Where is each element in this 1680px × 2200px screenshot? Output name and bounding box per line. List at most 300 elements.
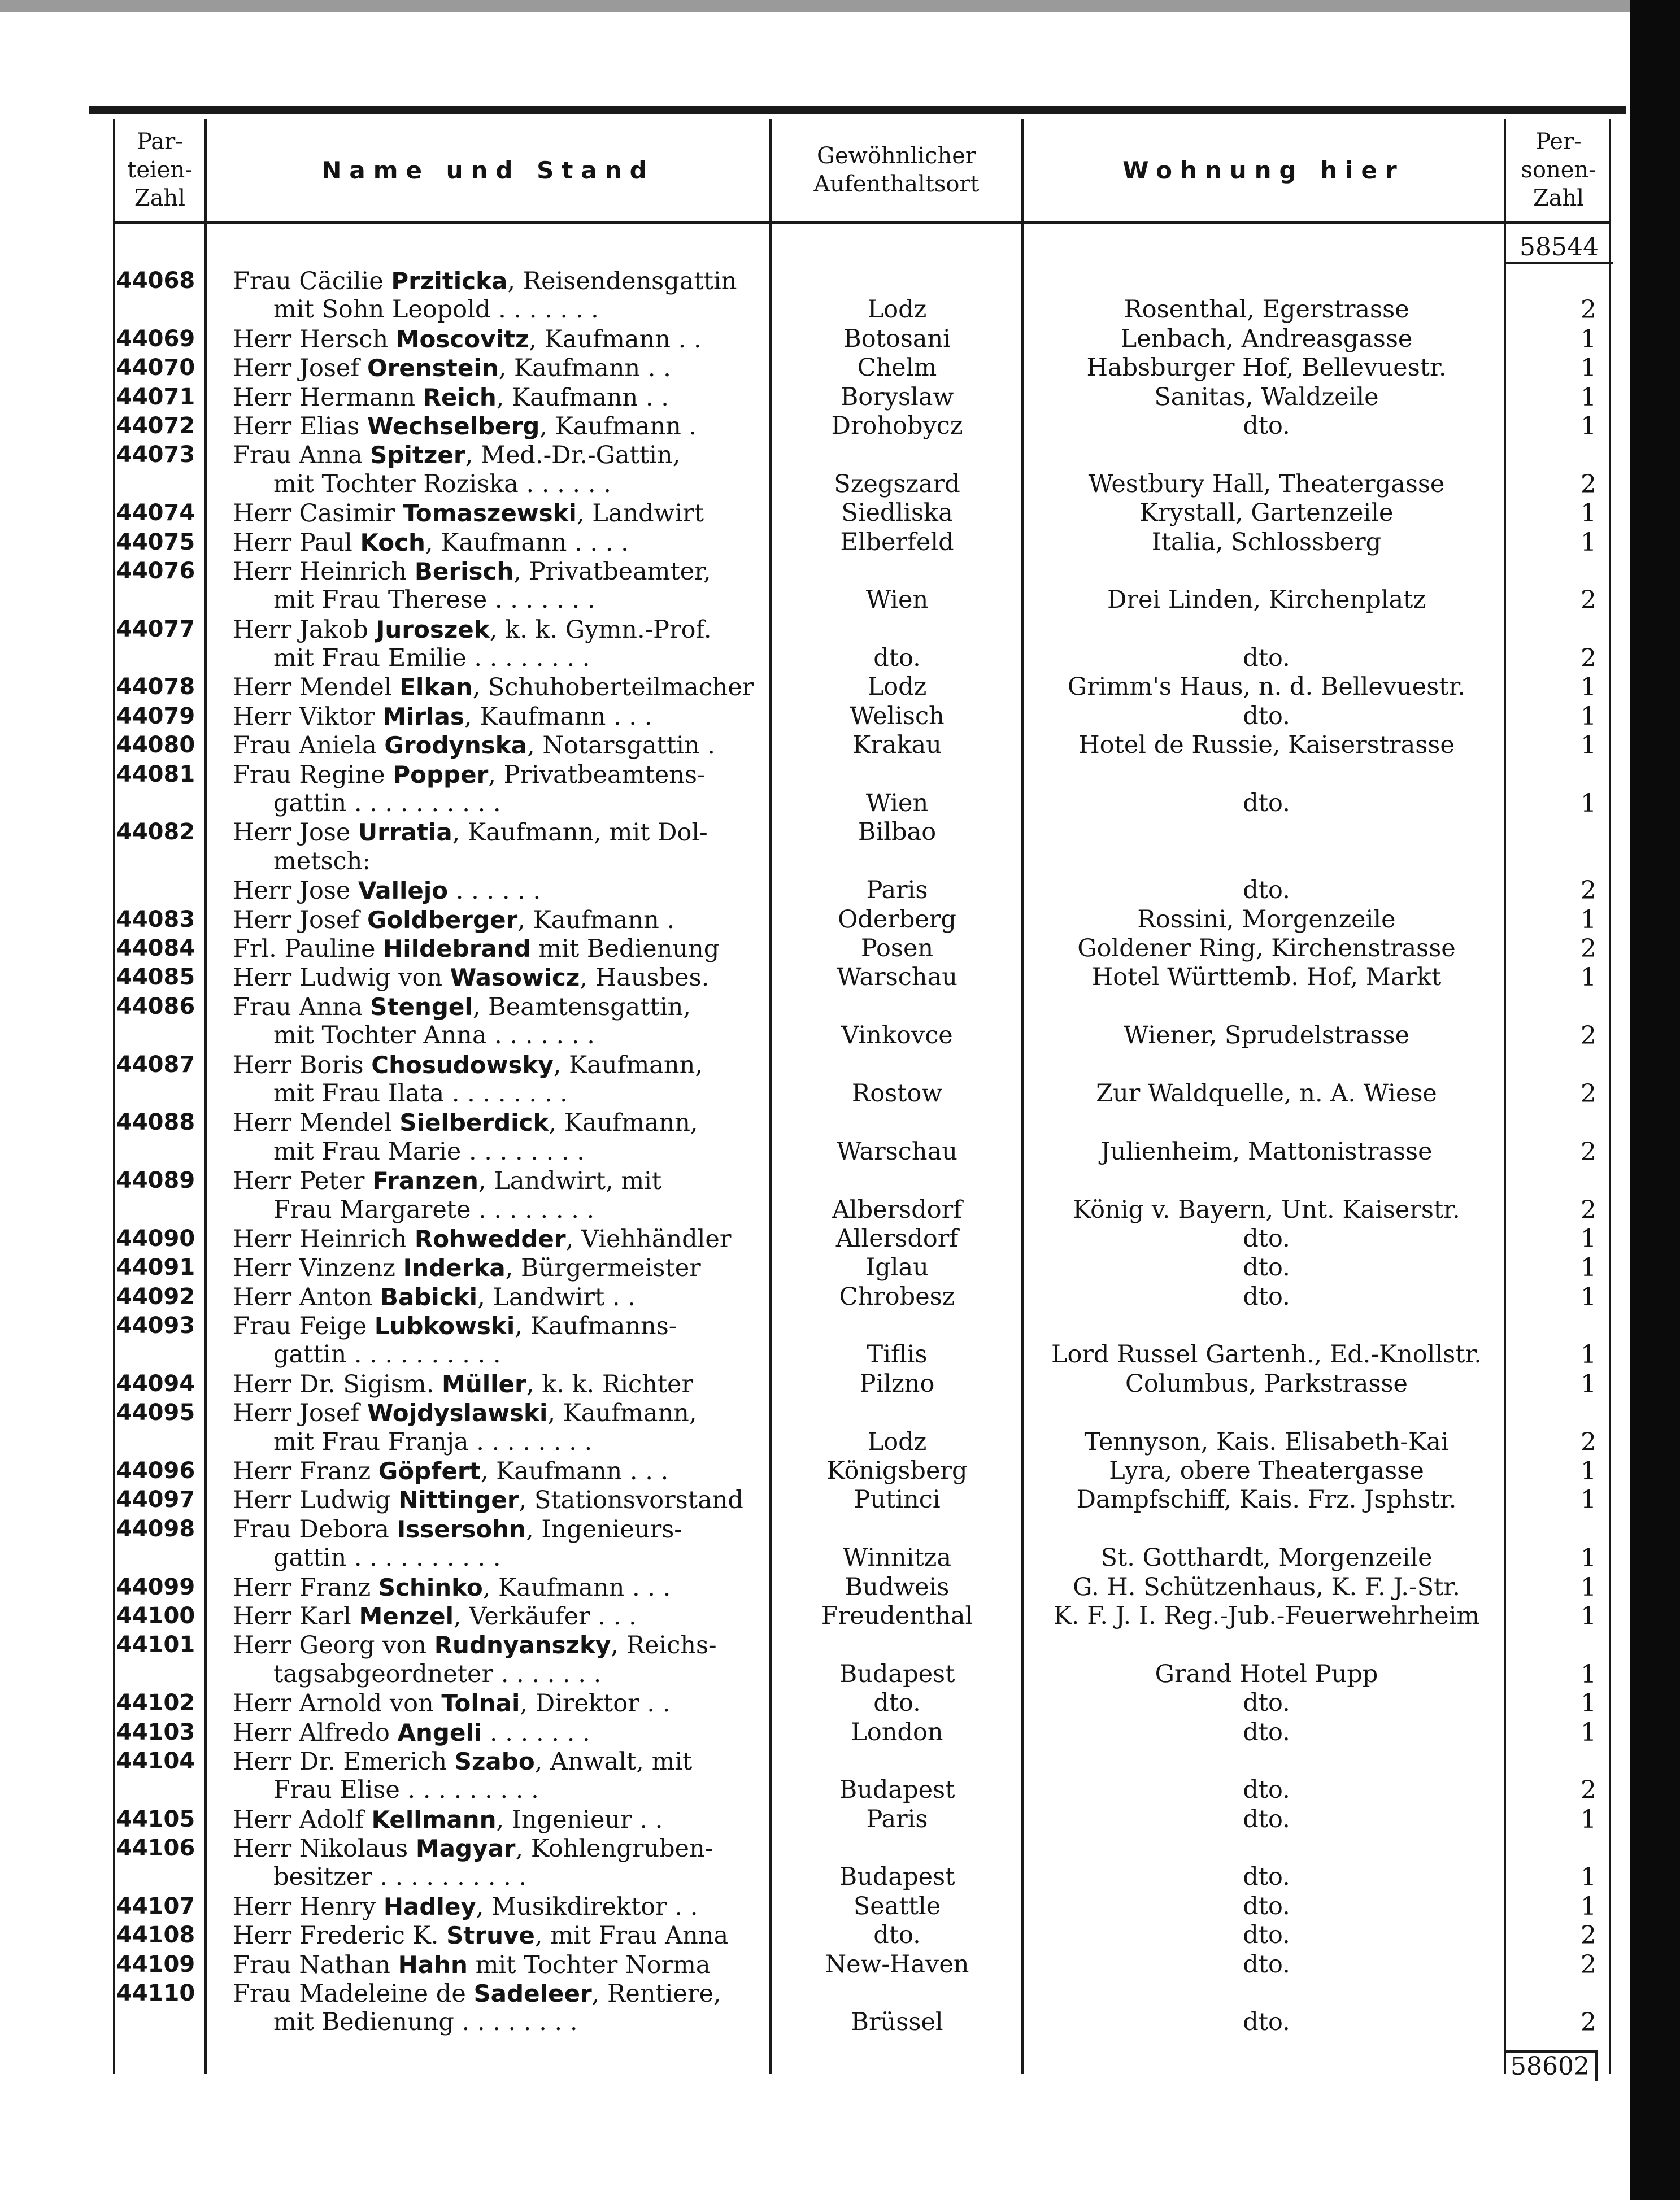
residence: dto.	[1243, 1950, 1290, 1979]
name-suffix: , Rentiere,	[591, 1980, 721, 2009]
name-prefix: Frau Aniela	[233, 731, 385, 760]
person-count: 2	[1581, 295, 1596, 325]
name-prefix: Herr Paul	[233, 528, 360, 557]
party-number: 44079	[116, 703, 195, 729]
name-prefix: Herr Peter	[233, 1167, 373, 1196]
entry-line	[115, 818, 1609, 847]
surname: Tomaszewski	[402, 499, 577, 528]
entry-line	[115, 354, 1609, 382]
person-count: 1	[1581, 905, 1596, 934]
residence: dto.	[1243, 789, 1290, 818]
entry-line	[115, 992, 1609, 1021]
surname: Szabo	[454, 1747, 535, 1775]
name-prefix: Frau Anna	[233, 441, 371, 470]
surname: Sadeleer	[473, 1980, 592, 2008]
residence: Goldener Ring, Kirchenstrasse	[1077, 934, 1456, 962]
name-prefix: Frau Cäcilie	[233, 267, 391, 295]
entry-line	[115, 295, 1609, 324]
residence: dto.	[1243, 1253, 1290, 1282]
name-and-status	[233, 1979, 882, 2009]
name-suffix: , Landwirt . .	[477, 1283, 636, 1312]
residence: Lyra, obere Theatergasse	[1109, 1457, 1424, 1485]
name-text: tagsabgeordneter . . . . . . .	[273, 1659, 602, 1688]
name-text: mit Tochter Roziska . . . . . .	[273, 469, 611, 498]
table-row	[115, 673, 1609, 702]
origin-city: Bilbao	[858, 818, 937, 847]
name-suffix: , Reichs-	[611, 1631, 717, 1660]
person-count: 1	[1581, 1572, 1596, 1602]
table-row	[115, 934, 1609, 963]
origin-city: Wien	[865, 789, 929, 818]
entry-line	[115, 499, 1609, 528]
party-number: 44091	[116, 1254, 195, 1281]
surname: Lubkowski	[374, 1312, 515, 1340]
header-text: Zahl	[1533, 185, 1585, 211]
surname: Chosudowsky	[371, 1051, 554, 1079]
residence: Lenbach, Andreasgasse	[1120, 324, 1413, 353]
entry-line	[115, 963, 1609, 992]
name-prefix: Herr Mendel	[233, 1109, 400, 1138]
name-suffix: . . . . . .	[448, 877, 541, 905]
person-count: 1	[1581, 411, 1596, 441]
entry-line	[115, 470, 1609, 499]
origin-city: Oderberg	[838, 905, 956, 934]
residence: dto.	[1243, 644, 1290, 673]
name-prefix: Frau Madeleine de	[233, 1980, 474, 2009]
person-count: 1	[1581, 1457, 1596, 1486]
surname: Popper	[393, 760, 489, 788]
entry-line	[115, 1399, 1609, 1427]
residence: Julienheim, Mattonistrasse	[1100, 1137, 1433, 1166]
party-number: 44101	[116, 1632, 195, 1658]
name-text: gattin . . . . . . . . . .	[273, 789, 501, 818]
name-suffix: . . . . . . .	[482, 1718, 590, 1747]
origin-city: Welisch	[850, 702, 945, 730]
person-count: 1	[1581, 1718, 1596, 1747]
name-text: mit Frau Emilie . . . . . . . .	[273, 644, 590, 673]
table-row	[115, 1602, 1609, 1631]
origin-city: Pilzno	[859, 1369, 935, 1398]
entry-line	[115, 267, 1609, 295]
name-suffix: , Kaufmann, mit Dol-	[452, 818, 708, 847]
origin-city: Siedliska	[841, 499, 953, 528]
table-row	[115, 1892, 1609, 1921]
name-suffix: , Kaufmann . . .	[464, 702, 652, 731]
name-suffix: mit Tochter Norma	[467, 1950, 711, 1979]
residence: Italia, Schlossberg	[1151, 528, 1382, 556]
surname: Inderka	[403, 1254, 506, 1282]
name-suffix: , Bürgermeister	[505, 1254, 701, 1283]
party-number: 44074	[116, 500, 195, 526]
entry-line	[115, 1021, 1609, 1050]
party-number: 44096	[116, 1458, 195, 1484]
entry-line	[115, 789, 1609, 818]
name-text: besitzer . . . . . . . . . .	[273, 1863, 527, 1892]
entry-line	[115, 528, 1609, 557]
table-row	[115, 557, 1609, 615]
person-count: 1	[1581, 1892, 1596, 1921]
person-count: 1	[1581, 1805, 1596, 1834]
name-and-status	[233, 1166, 882, 1196]
name-suffix: , Notarsgattin .	[527, 731, 715, 760]
surname: Tolnai	[441, 1689, 520, 1718]
party-number: 44106	[116, 1835, 195, 1862]
name-suffix: , Stationsvorstand	[519, 1486, 743, 1515]
name-suffix: , Privatbeamter,	[513, 557, 711, 586]
header-residence: Wohnung hier	[1122, 156, 1405, 184]
person-count: 1	[1581, 324, 1596, 354]
name-text: mit Frau Ilata . . . . . . . .	[273, 1079, 568, 1108]
name-and-status	[233, 615, 882, 644]
party-number: 44098	[116, 1515, 195, 1542]
entry-line	[115, 1979, 1609, 2008]
party-number: 44097	[116, 1487, 195, 1513]
origin-city: dto.	[873, 1689, 921, 1718]
residence: König v. Bayern, Unt. Kaiserstr.	[1073, 1195, 1460, 1224]
party-number: 44078	[116, 674, 195, 700]
name-prefix: Herr Franz	[233, 1457, 378, 1486]
name-text: mit Tochter Anna . . . . . . .	[273, 1021, 595, 1050]
person-count: 2	[1581, 644, 1596, 673]
surname: Struve	[446, 1922, 535, 1950]
name-prefix: Herr Casimir	[233, 499, 403, 528]
person-count: 1	[1581, 1340, 1596, 1370]
surname: Prziticka	[391, 267, 508, 295]
party-number: 44107	[116, 1893, 195, 1919]
origin-city: Iglau	[865, 1253, 929, 1282]
surname: Rohwedder	[414, 1225, 566, 1253]
entry-line	[115, 1718, 1609, 1747]
header-bottom-rule	[115, 221, 1609, 224]
name-suffix: , Beamtensgattin,	[472, 992, 691, 1021]
name-prefix: Frau Regine	[233, 760, 393, 789]
scan-edge-top	[0, 0, 1680, 12]
person-count: 1	[1581, 1224, 1596, 1253]
residence: K. F. J. I. Reg.-Jub.-Feuerwehrheim	[1053, 1601, 1480, 1630]
party-number: 44068	[116, 268, 195, 294]
residence: Tennyson, Kais. Elisabeth-Kai	[1084, 1427, 1449, 1456]
origin-city: Paris	[866, 876, 928, 905]
person-count: 1	[1581, 1601, 1596, 1631]
name-prefix: Herr Mendel	[233, 673, 400, 702]
person-count: 2	[1581, 1950, 1596, 1979]
name-prefix: Herr Ludwig von	[233, 964, 450, 992]
origin-city: Paris	[866, 1805, 928, 1833]
residence: dto.	[1243, 1689, 1290, 1718]
surname: Sielberdick	[399, 1109, 549, 1137]
entry-line	[115, 1225, 1609, 1253]
name-text: gattin . . . . . . . . . .	[273, 1340, 501, 1369]
name-and-status	[233, 1399, 882, 1428]
entry-line	[115, 1138, 1609, 1166]
name-suffix: , Kaufmann .	[539, 412, 697, 441]
table-row	[115, 1834, 1609, 1892]
name-suffix: , Schuhoberteilmacher	[472, 673, 754, 702]
table-row	[115, 528, 1609, 557]
name-prefix: Frl. Pauline	[233, 934, 384, 963]
party-number: 44073	[116, 442, 195, 468]
entry-line	[115, 615, 1609, 644]
person-count: 1	[1581, 702, 1596, 731]
person-count: 1	[1581, 354, 1596, 383]
name-text: mit Frau Marie . . . . . . . .	[273, 1137, 585, 1166]
party-number: 44092	[116, 1283, 195, 1310]
name-suffix: , Kaufmann .	[517, 905, 675, 934]
name-suffix: , Kaufmann . . . .	[425, 528, 629, 557]
origin-city: Albersdorf	[832, 1195, 963, 1224]
name-suffix: mit Bedienung	[530, 934, 720, 963]
name-text: mit Bedienung . . . . . . . .	[273, 2008, 578, 2037]
residence: dto.	[1243, 1718, 1290, 1746]
table-row	[115, 1515, 1609, 1573]
person-count: 2	[1581, 1021, 1596, 1051]
party-number: 44105	[116, 1806, 195, 1832]
party-number: 44110	[116, 1980, 195, 2007]
entry-line	[115, 1747, 1609, 1776]
header-persons	[1506, 119, 1611, 221]
surname: Berisch	[414, 557, 514, 585]
origin-city: Putinci	[854, 1485, 941, 1514]
header-text: sonen-	[1521, 157, 1596, 183]
party-number: 44069	[116, 325, 195, 352]
table-row	[115, 818, 1609, 905]
residence: Grimm's Haus, n. d. Bellevuestr.	[1067, 673, 1466, 702]
entry-line	[115, 1283, 1609, 1312]
person-count: 2	[1581, 1079, 1596, 1108]
entry-line	[115, 1776, 1609, 1805]
residence: dto.	[1243, 1776, 1290, 1805]
table-row	[115, 354, 1609, 382]
name-text: gattin . . . . . . . . . .	[273, 1544, 501, 1572]
name-prefix: Herr Georg von	[233, 1631, 434, 1660]
person-count: 2	[1581, 876, 1596, 905]
surname: Elkan	[399, 673, 473, 702]
surname: Göpfert	[378, 1457, 481, 1485]
origin-city: Elberfeld	[840, 528, 954, 556]
header-party-number	[115, 119, 204, 221]
person-count: 2	[1581, 1921, 1596, 1950]
residence: Krystall, Gartenzeile	[1139, 499, 1394, 528]
header-text: Zahl	[134, 185, 186, 211]
person-count: 1	[1581, 1659, 1596, 1689]
entry-line	[115, 1573, 1609, 1602]
origin-city: Vinkovce	[841, 1021, 953, 1050]
entry-line	[115, 934, 1609, 963]
party-number: 44071	[116, 384, 195, 410]
residence: dto.	[1243, 2008, 1290, 2037]
surname: Wojdyslawski	[367, 1399, 548, 1427]
table-row	[115, 1631, 1609, 1689]
name-suffix: , Kaufmann,	[547, 1399, 697, 1428]
surname: Franzen	[372, 1167, 478, 1195]
origin-city: New-Haven	[825, 1950, 969, 1979]
name-prefix: Herr Jose	[233, 818, 359, 847]
party-number: 44076	[116, 557, 195, 584]
name-prefix: Herr Jose	[233, 877, 359, 905]
name-suffix: , Kaufmann,	[549, 1109, 698, 1138]
entry-line	[115, 905, 1609, 934]
name-prefix: Frau Debora	[233, 1515, 397, 1544]
entry-line	[115, 1631, 1609, 1659]
origin-city: Warschau	[837, 1137, 957, 1166]
residence: Sanitas, Waldzeile	[1154, 382, 1379, 411]
origin-city: Brüssel	[851, 2008, 943, 2037]
residence: Rossini, Morgenzeile	[1137, 905, 1396, 934]
origin-city: Lodz	[867, 1427, 927, 1456]
table-row	[115, 1950, 1609, 1979]
entry-line	[115, 1834, 1609, 1863]
name-text: Frau Elise . . . . . . . . .	[273, 1776, 539, 1805]
name-prefix: Herr Frederic K.	[233, 1922, 447, 1950]
table-row	[115, 1747, 1609, 1805]
surname: Orenstein	[367, 354, 499, 382]
name-prefix: Herr Vinzenz	[233, 1254, 403, 1283]
surname: Babicki	[380, 1283, 478, 1311]
party-number: 44070	[116, 355, 195, 381]
surname: Koch	[360, 528, 425, 556]
origin-city: Chrobesz	[839, 1282, 955, 1311]
table-row	[115, 1399, 1609, 1457]
entry-line	[115, 1079, 1609, 1108]
surname: Schinko	[378, 1573, 483, 1601]
guest-list-table	[113, 119, 1611, 2081]
surname: Stengel	[370, 992, 473, 1021]
party-number: 44103	[116, 1719, 195, 1745]
person-count: 1	[1581, 1863, 1596, 1892]
party-number: 44090	[116, 1225, 195, 1252]
table-row	[115, 760, 1609, 818]
surname: Magyar	[415, 1835, 516, 1863]
residence: Columbus, Parkstrasse	[1125, 1369, 1408, 1398]
name-prefix: Frau Nathan	[233, 1950, 398, 1979]
entry-line	[115, 557, 1609, 586]
name-text: mit Sohn Leopold . . . . . . .	[273, 295, 599, 324]
entry-line	[115, 1485, 1609, 1514]
party-number: 44109	[116, 1951, 195, 1977]
residence: dto.	[1243, 1224, 1290, 1253]
name-prefix: Frau Anna	[233, 992, 371, 1021]
name-suffix: , Landwirt	[576, 499, 704, 528]
name-prefix: Herr Nikolaus	[233, 1835, 416, 1863]
name-prefix: Frau Feige	[233, 1312, 375, 1341]
entry-line	[115, 876, 1609, 905]
table-row	[115, 1370, 1609, 1399]
name-prefix: Herr Arnold von	[233, 1689, 442, 1718]
residence: dto.	[1243, 1921, 1290, 1950]
name-and-status	[233, 267, 882, 296]
surname: Kellmann	[371, 1805, 497, 1833]
residence: dto.	[1243, 411, 1290, 440]
table-row	[115, 1718, 1609, 1747]
origin-city: Winnitza	[843, 1544, 951, 1572]
origin-city: Drohobycz	[831, 411, 963, 440]
name-suffix: , k. k. Richter	[526, 1370, 694, 1399]
person-count: 1	[1581, 1544, 1596, 1573]
table-row	[115, 1979, 1609, 2037]
entry-line	[115, 1051, 1609, 1079]
party-number: 44093	[116, 1313, 195, 1339]
person-count: 1	[1581, 789, 1596, 818]
residence: Zur Waldquelle, n. A. Wiese	[1096, 1079, 1437, 1108]
name-suffix: , Musikdirektor . .	[476, 1892, 698, 1921]
person-count: 1	[1581, 499, 1596, 528]
surname: Wasowicz	[450, 964, 580, 992]
entry-line	[115, 847, 1609, 876]
surname: Juroszek	[376, 615, 490, 643]
entry-line	[115, 1340, 1609, 1369]
entry-line	[115, 1950, 1609, 1979]
entry-line	[115, 1602, 1609, 1631]
name-suffix: , Landwirt, mit	[478, 1167, 662, 1196]
surname: Nittinger	[398, 1486, 519, 1514]
origin-city: London	[851, 1718, 943, 1746]
table-row	[115, 1485, 1609, 1514]
name-prefix: Herr Boris	[233, 1051, 372, 1079]
entry-line	[115, 1253, 1609, 1282]
entry-line	[115, 673, 1609, 702]
person-count: 2	[1581, 2008, 1596, 2037]
entry-line	[115, 1196, 1609, 1225]
table-row	[115, 963, 1609, 992]
header-text: Gewöhnlicher	[816, 143, 976, 169]
name-prefix: Herr Dr. Emerich	[233, 1747, 455, 1776]
party-number: 44081	[116, 761, 195, 787]
surname: Grodynska	[384, 731, 528, 760]
origin-city: Wien	[865, 586, 929, 615]
surname: Hahn	[398, 1950, 468, 1979]
table-row	[115, 1805, 1609, 1834]
origin-city: Boryslaw	[840, 382, 954, 411]
entry-line	[115, 1515, 1609, 1544]
person-count: 2	[1581, 1776, 1596, 1805]
person-count: 1	[1581, 1369, 1596, 1399]
entry-line	[115, 412, 1609, 441]
origin-city: Rostow	[851, 1079, 943, 1108]
table-row	[115, 1108, 1609, 1166]
entry-line	[115, 441, 1609, 469]
header-text: Par-	[137, 129, 183, 155]
party-number: 44080	[116, 732, 195, 759]
name-text: mit Frau Franja . . . . . . . .	[273, 1427, 593, 1456]
name-suffix: , Kaufmann . .	[529, 325, 702, 354]
party-number: 44102	[116, 1690, 195, 1717]
person-count: 1	[1581, 1253, 1596, 1283]
origin-city: Botosani	[843, 324, 951, 353]
residence: G. H. Schützenhaus, K. F. J.-Str.	[1073, 1572, 1460, 1601]
entry-line	[115, 1544, 1609, 1572]
entry-line	[115, 1312, 1609, 1340]
name-suffix: , Hausbes.	[580, 964, 710, 992]
party-number: 44099	[116, 1574, 195, 1600]
name-suffix: , Verkäufer . . .	[453, 1602, 637, 1631]
person-count: 1	[1581, 528, 1596, 557]
name-suffix: , k. k. Gymn.-Prof.	[489, 615, 712, 644]
table-row	[115, 1312, 1609, 1370]
party-number: 44094	[116, 1370, 195, 1397]
origin-city: Chelm	[857, 354, 937, 382]
surname: Spitzer	[370, 441, 465, 469]
party-number: 44077	[116, 616, 195, 642]
surname: Mirlas	[382, 702, 464, 730]
carry-over-total: 58544	[1505, 233, 1613, 264]
surname: Hadley	[383, 1892, 476, 1920]
residence: dto.	[1243, 1863, 1290, 1892]
surname: Vallejo	[358, 877, 449, 905]
person-count: 1	[1581, 1485, 1596, 1515]
name-prefix: Herr Hersch	[233, 325, 396, 354]
surname: Müller	[442, 1370, 526, 1398]
person-count: 2	[1581, 469, 1596, 499]
